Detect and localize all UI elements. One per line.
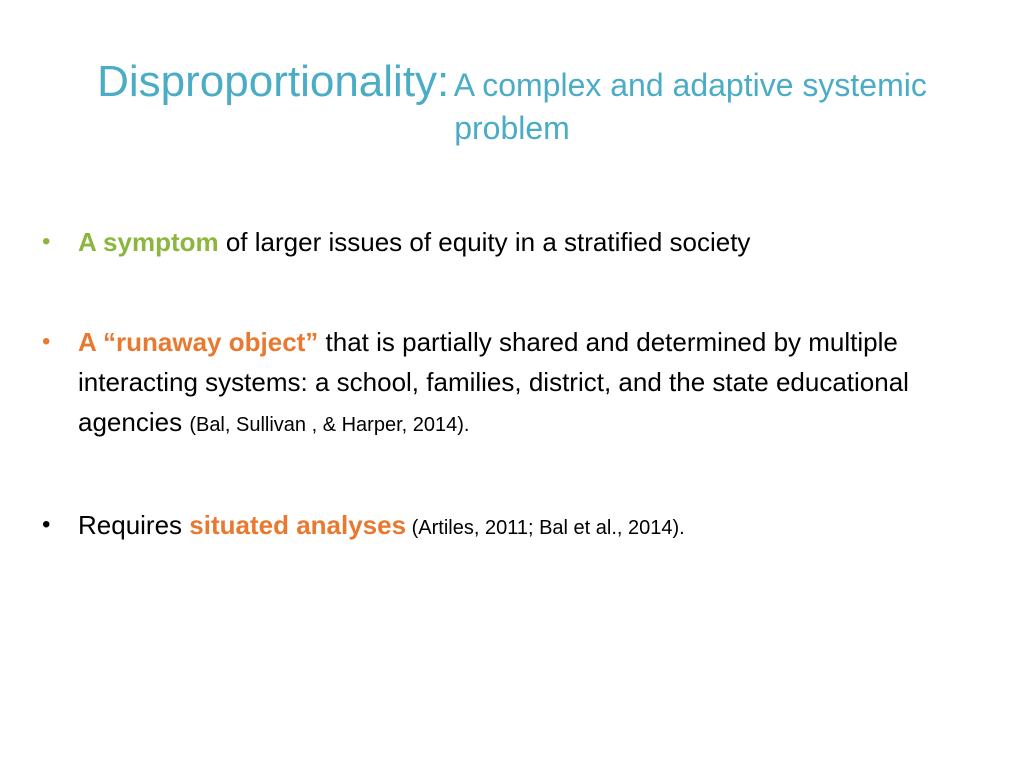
bullet-highlight: A symptom (78, 227, 219, 257)
bullet-marker-icon: • (42, 328, 51, 355)
bullet-list (42, 222, 978, 548)
bullet-highlight: A “runaway object” (78, 327, 319, 357)
bullet-highlight: situated analyses (189, 510, 407, 540)
bullet-text: of larger issues of equity in a stratified society (218, 227, 751, 257)
title-main: Disproportionality: (97, 57, 450, 106)
bullet-item-situated-analyses (42, 505, 978, 548)
bullet-marker-icon: • (42, 228, 51, 255)
bullet-item-runaway-object (42, 322, 978, 445)
bullet-citation: (Bal, Sullivan , & Harper, 2014). (189, 414, 470, 436)
bullet-marker-icon: • (42, 511, 51, 538)
bullet-item-symptom (42, 222, 978, 262)
title-subtitle: A complex and adaptive systemic problem (453, 67, 927, 146)
bullet-citation: (Artiles, 2011; Bal et al., 2014). (406, 517, 685, 539)
slide-title (60, 55, 964, 148)
bullet-text: that is partially shared and determined by multiple interacting systems: a school, families, district, and the state educational agencies (78, 327, 909, 437)
bullet-prefix: Requires (78, 510, 190, 540)
